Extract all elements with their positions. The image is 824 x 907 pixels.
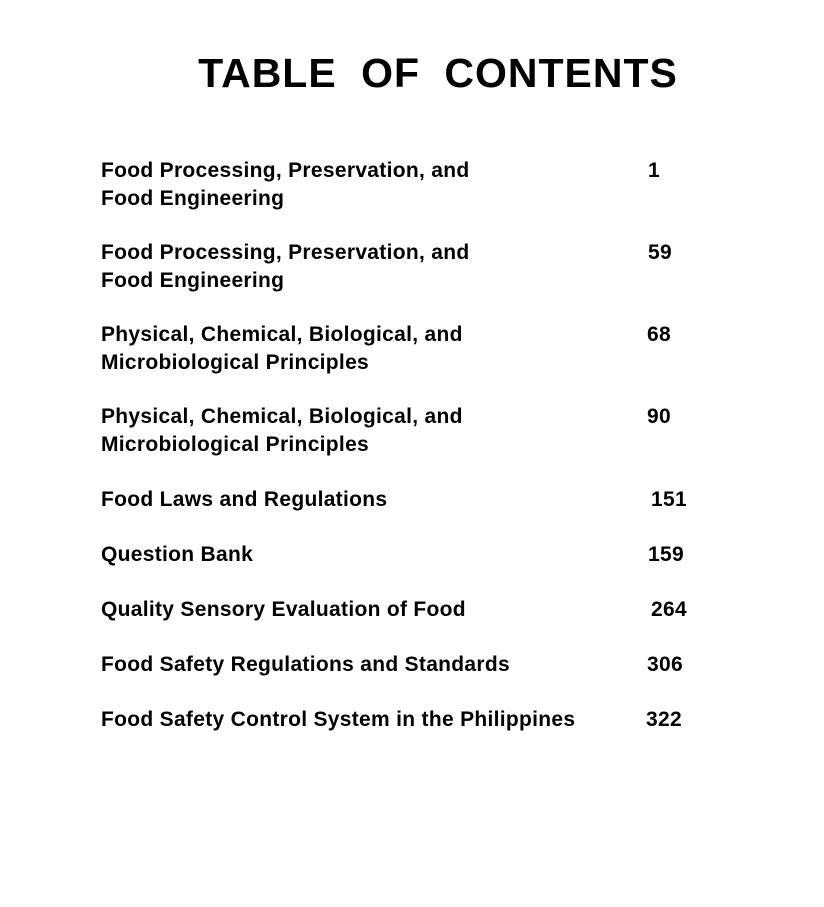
toc-entry-title: Quality Sensory Evaluation of Food [101, 598, 466, 621]
toc-entry-page: 151 [651, 488, 687, 511]
toc-entry-page: 59 [648, 241, 672, 264]
toc-entry-page: 322 [646, 708, 682, 731]
toc-entry [101, 541, 741, 569]
toc-entry-title-line1: Food Processing, Preservation, and [101, 241, 470, 264]
toc-entry-title-line2: Food Engineering [101, 269, 285, 292]
toc-entry-title: Question Bank [101, 543, 254, 566]
toc-entry-title: Food Laws and Regulations [101, 488, 388, 511]
toc-entry-title-line2: Microbiological Principles [101, 433, 370, 456]
toc-entry-page: 1 [648, 159, 660, 182]
toc-entry-page: 264 [651, 598, 687, 621]
toc-entry-page: 159 [648, 543, 684, 566]
toc-entry-title-line2: Food Engineering [101, 187, 285, 210]
toc-entry [101, 651, 741, 679]
toc-entry [101, 239, 741, 295]
toc-entry-title-line1: Physical, Chemical, Biological, and [101, 405, 463, 428]
toc-entry-title-line1: Food Processing, Preservation, and [101, 159, 470, 182]
toc-entry-title-line2: Microbiological Principles [101, 351, 370, 374]
toc-entry [101, 486, 741, 514]
toc-entry-title: Food Safety Control System in the Philippines [101, 708, 576, 731]
toc-entry [101, 706, 741, 734]
toc-entry [101, 596, 741, 624]
page-title: TABLE OF CONTENTS [198, 50, 678, 96]
toc-entry [101, 321, 741, 377]
toc-list [101, 157, 741, 734]
toc-entry-page: 90 [647, 405, 671, 428]
toc-entry-title-line1: Physical, Chemical, Biological, and [101, 323, 463, 346]
toc-entry [101, 403, 741, 459]
toc-entry-title: Food Safety Regulations and Standards [101, 653, 510, 676]
toc-entry [101, 157, 741, 213]
toc-entry-page: 68 [647, 323, 671, 346]
toc-entry-page: 306 [647, 653, 683, 676]
